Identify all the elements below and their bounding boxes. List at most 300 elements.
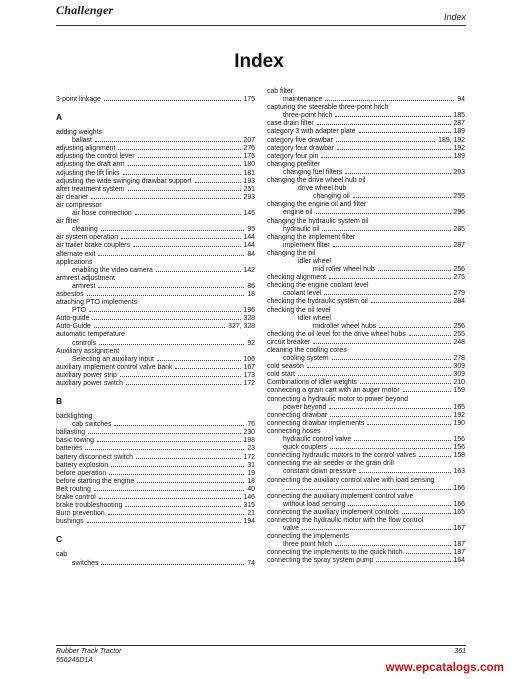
index-entry-topic: battery disconnect switch <box>56 453 133 461</box>
brand-logo: Challenger <box>56 3 114 17</box>
index-entry-page: 279 <box>453 290 465 298</box>
index-entry-topic: implement filter <box>283 241 330 249</box>
index-entry-topic: checking the hydraulic system oil <box>267 298 368 306</box>
index-entry-page: 210 <box>453 379 465 387</box>
index-entry-topic: ballast <box>72 137 92 145</box>
index-entry-page: 190 <box>453 419 465 427</box>
index-entry-page: 31 <box>247 461 255 469</box>
index-entry-page: 76 <box>247 421 255 429</box>
index-entry-topic: bushings <box>56 518 84 526</box>
index-entry[interactable] <box>267 266 465 274</box>
index-entry-topic: controls <box>72 339 97 347</box>
index-heading: air compressor <box>56 201 102 209</box>
index-entry-page: 287 <box>453 241 465 249</box>
index-entry-topic: three point hitch <box>283 541 333 549</box>
index-entry[interactable] <box>267 339 465 347</box>
index-entry-page: 327, 328 <box>228 323 255 331</box>
index-entry-topic: maintenance <box>283 96 323 104</box>
dot-leader <box>118 149 240 150</box>
index-entry-page: 185 <box>453 112 465 120</box>
index-entry-topic: brake control <box>56 494 96 502</box>
index-entry[interactable] <box>56 153 255 161</box>
index-entry[interactable] <box>267 331 465 339</box>
index-entry[interactable] <box>56 234 255 242</box>
index-entry[interactable] <box>267 387 465 395</box>
index-entry-page: 293 <box>453 168 465 176</box>
index-entry-page: 251 <box>243 185 255 193</box>
dot-leader <box>379 327 450 328</box>
index-entry[interactable] <box>56 462 255 470</box>
index-heading: checking the engine coolant level <box>267 282 369 290</box>
index-entry-page: 187 <box>453 549 465 557</box>
index-heading: automatic temperature <box>56 331 125 339</box>
index-entry[interactable] <box>267 557 465 565</box>
index-entry-topic: adjusting the lift links <box>56 169 120 177</box>
index-heading: Auxiliary assignment <box>56 347 120 355</box>
page-title: Index <box>234 51 284 72</box>
index-entry-page: 192 <box>453 144 465 152</box>
index-entry-page: 158 <box>453 452 465 460</box>
index-entry-page: 21 <box>247 510 255 518</box>
index-entry-topic: cleaning <box>72 226 98 234</box>
index-entry-topic: Auto-Guide <box>56 323 91 331</box>
index-entry-topic: armrest <box>72 282 96 290</box>
index-entry-page: 196 <box>243 307 255 315</box>
index-entry-topic: constant down pressure <box>283 468 357 476</box>
index-entry-topic: hydraulic oil <box>283 225 320 233</box>
index-heading: connecting the implements <box>267 533 349 541</box>
dot-leader <box>120 376 241 377</box>
index-entry[interactable] <box>267 525 465 533</box>
index-entry-page: 328 <box>243 315 255 323</box>
index-entry[interactable] <box>56 283 255 291</box>
index-heading: cab filter <box>267 88 294 95</box>
index-entry[interactable] <box>56 494 255 502</box>
dot-leader <box>87 522 241 523</box>
index-entry[interactable] <box>267 226 465 234</box>
index-entry[interactable] <box>267 509 465 517</box>
dot-leader <box>329 408 450 409</box>
dot-leader <box>88 433 240 434</box>
index-entry[interactable] <box>56 161 255 169</box>
index-entry[interactable] <box>56 145 255 153</box>
index-entry[interactable] <box>267 169 465 177</box>
dot-leader <box>302 529 450 530</box>
index-entry-page: 287 <box>453 120 465 128</box>
index-entry-topic: auxiliary power strip <box>56 371 117 379</box>
index-heading: connecting the auxiliary implement control valve <box>267 492 414 500</box>
index-heading: idler wheel <box>298 314 331 322</box>
index-entry[interactable] <box>56 486 255 494</box>
index-heading: changing prefilter <box>267 160 320 168</box>
index-entry-page: 256 <box>453 266 465 274</box>
dot-leader <box>371 302 451 303</box>
index-entry[interactable] <box>56 372 255 380</box>
index-entry[interactable] <box>267 145 465 153</box>
dot-leader <box>378 270 451 271</box>
index-entry[interactable] <box>56 226 255 234</box>
index-entry-page: 156 <box>453 444 465 452</box>
index-entry-page: 146 <box>243 494 255 502</box>
dot-leader <box>286 489 451 490</box>
index-entry-topic: battery explosion <box>56 461 109 469</box>
index-entry-page: 248 <box>453 338 465 346</box>
index-entry-page: 18 <box>247 477 255 485</box>
index-entry-topic: mid roller wheel hub <box>313 266 375 274</box>
index-entry-topic: air trailer brake couplers <box>56 242 130 250</box>
index-entry[interactable] <box>267 128 465 136</box>
dot-leader <box>133 246 241 247</box>
index-entry-topic: Auto-guide <box>56 315 90 323</box>
dot-leader <box>359 472 450 473</box>
index-entry-page: 293 <box>243 193 255 201</box>
dot-leader <box>329 278 451 279</box>
index-entry-topic: basic towing <box>56 437 94 445</box>
index-entry-topic: circuit breaker <box>267 338 311 346</box>
dot-leader <box>324 294 450 295</box>
index-entry[interactable] <box>267 444 465 452</box>
index-entry[interactable] <box>56 96 255 104</box>
dot-leader <box>175 368 240 369</box>
index-column-right <box>267 88 465 566</box>
index-entry-topic: hydraulic control valve <box>283 436 352 444</box>
index-entry-page: 92 <box>247 339 255 347</box>
index-entry[interactable] <box>267 298 465 306</box>
index-entry[interactable] <box>267 549 465 557</box>
index-entry[interactable] <box>56 251 255 259</box>
index-heading: capturing the steerable three-point hitch <box>267 104 389 112</box>
index-entry[interactable] <box>56 137 255 145</box>
dot-leader <box>114 425 244 426</box>
dot-leader <box>137 482 244 483</box>
index-entry-page: 180 <box>243 161 255 169</box>
index-entry-page: 144 <box>243 234 255 242</box>
index-entry-topic: case drain filter <box>267 120 314 128</box>
dot-leader <box>92 319 240 320</box>
index-entry[interactable] <box>267 379 465 387</box>
index-entry-page: 95 <box>247 226 255 234</box>
index-entry-page: 19 <box>247 469 255 477</box>
index-entry-topic: connecting hydraulic motors to the control valves <box>267 452 416 460</box>
dot-leader <box>138 157 241 158</box>
index-section-letter: A <box>56 112 63 123</box>
dot-leader <box>89 311 240 312</box>
index-entry-page: 144 <box>243 242 255 250</box>
index-entry[interactable] <box>56 340 255 348</box>
index-entry-topic: before starting the engine <box>56 477 135 485</box>
index-entry[interactable] <box>56 478 255 486</box>
index-entry-topic: air cleaner <box>56 193 89 201</box>
index-heading: connecting the auxiliary control valve with load sensing <box>267 476 435 484</box>
index-entry[interactable] <box>56 356 255 364</box>
index-entry-topic: air system operation <box>56 234 119 242</box>
index-entry-page: 230 <box>243 429 255 437</box>
index-entry[interactable] <box>267 193 465 201</box>
index-heading: air filter <box>56 218 79 226</box>
index-entry-page: 156 <box>453 436 465 444</box>
footer-divider <box>56 645 466 646</box>
dot-leader <box>99 344 244 345</box>
index-entry[interactable] <box>56 437 255 445</box>
index-entry-topic: adjusting the control lever <box>56 153 135 161</box>
index-entry[interactable] <box>56 454 255 462</box>
dot-leader <box>313 343 450 344</box>
index-entry-page: 142 <box>243 266 255 274</box>
dot-leader <box>128 190 241 191</box>
index-entry-page: 284 <box>453 298 465 306</box>
dot-leader <box>333 246 451 247</box>
index-entry[interactable] <box>56 364 255 372</box>
index-entry[interactable] <box>56 315 255 323</box>
dot-leader <box>91 198 240 199</box>
index-heading: applications <box>56 258 93 266</box>
index-entry[interactable] <box>267 363 465 371</box>
index-entry-topic: brake troubleshooting <box>56 502 123 510</box>
index-entry-topic: category five drawbar <box>267 136 333 144</box>
index-entry-topic: category four drawbar <box>267 144 335 152</box>
index-entry-topic: checking the oil level for the drive wheel hubs <box>267 330 406 338</box>
index-heading: checking the oil level <box>267 306 331 314</box>
manual-name: Rubber Track Tractor <box>56 648 122 655</box>
dot-leader <box>403 391 451 392</box>
index-entry[interactable] <box>267 323 465 331</box>
dot-leader <box>321 157 450 158</box>
index-entry-page: 181 <box>243 169 255 177</box>
index-entry[interactable] <box>267 436 465 444</box>
index-entry[interactable] <box>267 153 465 161</box>
index-entry-page: 198 <box>243 437 255 445</box>
index-heading: connecting a hydraulic motor to power beyond <box>267 395 408 403</box>
index-entry-page: 309 <box>453 371 465 379</box>
dot-leader <box>402 513 451 514</box>
index-entry-topic: connecting the implements to the quick hitch <box>267 549 403 557</box>
index-entry[interactable] <box>267 209 465 217</box>
index-entry-page: 278 <box>453 355 465 363</box>
index-entry-topic: cold season <box>267 363 304 371</box>
index-entry[interactable] <box>56 445 255 453</box>
index-entry-page: 167 <box>243 363 255 371</box>
index-entry[interactable] <box>267 485 465 493</box>
index-entry-page: 193 <box>243 177 255 185</box>
header-divider <box>56 25 466 26</box>
dot-leader <box>316 213 451 214</box>
index-heading: connecting the hydraulic motor with the flow control <box>267 516 424 524</box>
index-entry[interactable] <box>267 404 465 412</box>
index-entry[interactable] <box>267 420 465 428</box>
index-entry-page: 166 <box>453 500 465 508</box>
dot-leader <box>335 116 450 117</box>
index-entry[interactable] <box>56 210 255 218</box>
index-entry-topic: Selecting an auxiliary input <box>72 355 154 363</box>
index-entry[interactable] <box>267 120 465 128</box>
index-entry-page: 94 <box>457 96 465 104</box>
index-entry[interactable] <box>267 274 465 282</box>
dot-leader <box>330 416 450 417</box>
index-entry[interactable] <box>56 178 255 186</box>
index-entry[interactable] <box>267 112 465 120</box>
index-entry-topic: category four pin <box>267 152 319 160</box>
index-entry-topic: Combinations of idler weights <box>267 379 358 387</box>
dot-leader <box>322 230 450 231</box>
index-entry-topic: changing fuel filters <box>283 168 343 176</box>
index-entry-topic: alternate exit <box>56 250 96 258</box>
index-entry-page: 23 <box>247 445 255 453</box>
index-heading: backlighting <box>56 413 93 421</box>
index-entry-page: 207 <box>243 137 255 145</box>
dot-leader <box>307 367 451 368</box>
index-entry[interactable] <box>267 452 465 460</box>
index-entry-topic: adjusting the wide swinging drawbar support <box>56 177 192 185</box>
dot-leader <box>111 466 244 467</box>
index-entry-topic: cab switches <box>72 421 112 429</box>
dot-leader <box>109 474 244 475</box>
index-entry-topic: connecting the auxiliary implement controls <box>267 508 399 516</box>
index-entry-page: 145 <box>243 210 255 218</box>
index-entry[interactable] <box>56 307 255 315</box>
index-entry-page: 84 <box>247 250 255 258</box>
index-entry-topic: three-point hitch <box>283 112 333 120</box>
index-entry-topic: 3-point linkage <box>56 96 101 103</box>
index-entry-page: 165 <box>453 508 465 516</box>
index-entry-topic: after treatment system <box>56 185 125 193</box>
index-entry[interactable] <box>267 137 465 145</box>
index-entry-page: 166 <box>453 484 465 492</box>
dot-leader <box>367 424 450 425</box>
index-entry[interactable] <box>267 371 465 379</box>
index-entry-page: 189 <box>453 128 465 136</box>
dot-leader <box>409 335 451 336</box>
index-entry[interactable] <box>56 470 255 478</box>
index-entry-topic: Belt routing <box>56 485 91 493</box>
index-column-left <box>56 96 255 568</box>
index-entry[interactable] <box>267 501 465 509</box>
index-entry-page: 192 <box>453 411 465 419</box>
index-entry-page: 255 <box>453 193 465 201</box>
index-entry[interactable] <box>267 355 465 363</box>
index-entry[interactable] <box>56 380 255 388</box>
dot-leader <box>360 383 450 384</box>
index-entry-topic: enabling the video camera <box>72 266 153 274</box>
index-entry[interactable] <box>267 242 465 250</box>
index-entry[interactable] <box>56 429 255 437</box>
index-entry-topic: auxiliary implement control valve bank <box>56 363 173 371</box>
index-entry[interactable] <box>56 421 255 429</box>
index-heading: cleaning the cooling cores <box>267 347 347 354</box>
dot-leader <box>108 514 245 515</box>
index-entry-page: 175 <box>243 96 255 103</box>
index-entry-page: 159 <box>453 387 465 395</box>
dot-leader <box>121 238 240 239</box>
index-entry[interactable] <box>56 291 255 299</box>
index-entry-topic: auxiliary power switch <box>56 380 124 387</box>
index-entry[interactable] <box>56 502 255 510</box>
index-heading: attaching PTO implements <box>56 299 138 307</box>
section-tag: Index <box>443 12 466 22</box>
dot-leader <box>419 456 451 457</box>
index-entry-page: 255 <box>453 330 465 338</box>
dot-leader <box>101 564 244 565</box>
dot-leader <box>101 230 245 231</box>
watermark-link[interactable]: www.epcatalogs.com <box>385 662 504 674</box>
index-entry-page: 74 <box>247 559 255 567</box>
index-heading: armrest adjustment <box>56 274 115 282</box>
dot-leader <box>354 440 450 441</box>
index-entry-topic: PTO <box>72 307 87 315</box>
index-entry-topic: engine oil <box>283 209 313 217</box>
dot-leader <box>94 490 244 491</box>
index-entry[interactable] <box>56 194 255 202</box>
index-entry-topic: cold start <box>267 371 295 379</box>
index-entry-page: 309 <box>453 363 465 371</box>
dot-leader <box>376 561 450 562</box>
dot-leader <box>330 448 450 449</box>
dot-leader <box>95 141 241 142</box>
dot-leader <box>97 441 241 442</box>
index-entry[interactable] <box>56 510 255 518</box>
index-entry[interactable] <box>56 186 255 194</box>
index-entry-page: 175 <box>243 153 255 161</box>
dot-leader <box>99 498 241 499</box>
index-entry-topic: coolant level <box>283 290 322 298</box>
dot-leader <box>359 132 451 133</box>
index-heading: cab <box>56 551 68 559</box>
index-entry[interactable] <box>267 290 465 298</box>
index-entry[interactable] <box>267 468 465 476</box>
index-entry-page: 106 <box>243 355 255 363</box>
index-entry-page: 173 <box>243 371 255 379</box>
index-entry[interactable] <box>267 541 465 549</box>
index-entry[interactable] <box>56 518 255 526</box>
index-entry[interactable] <box>56 323 255 331</box>
index-entry-page: 256 <box>453 322 465 330</box>
index-entry-page: 194 <box>243 518 255 526</box>
index-entry-topic: asbestos <box>56 290 84 298</box>
index-entry-page: 187 <box>453 541 465 549</box>
index-heading: connecting hoses <box>267 427 321 435</box>
index-entry[interactable] <box>56 242 255 250</box>
index-entry[interactable] <box>56 170 255 178</box>
dot-leader <box>336 141 435 142</box>
index-entry[interactable] <box>56 560 255 568</box>
index-entry-page: 275 <box>453 274 465 282</box>
dot-leader <box>87 295 245 296</box>
index-entry-page: 172 <box>243 453 255 461</box>
dot-leader <box>337 149 450 150</box>
index-entry-page: 285 <box>453 225 465 233</box>
dot-leader <box>128 165 241 166</box>
dot-leader <box>353 197 451 198</box>
index-entry[interactable] <box>267 96 465 104</box>
index-heading: drive wheel hub <box>298 185 347 193</box>
index-entry[interactable] <box>267 412 465 420</box>
dot-leader <box>157 360 241 361</box>
index-entry-topic: checking alignment <box>267 274 326 282</box>
dot-leader <box>345 173 450 174</box>
index-entry-topic: switches <box>72 559 99 567</box>
part-number: 556245D1A <box>56 656 93 664</box>
index-entry-page: 296 <box>453 209 465 217</box>
index-heading: changing the hydraulic system oil <box>267 217 369 225</box>
index-entry-topic: Burn prevention <box>56 510 105 518</box>
index-heading: connecting the air seeder or the grain drill <box>267 460 394 468</box>
dot-leader <box>126 384 240 385</box>
index-entry-topic: batteries <box>56 445 83 453</box>
index-entry-page: 189, 192 <box>438 136 465 144</box>
dot-leader <box>104 100 241 101</box>
index-entry[interactable] <box>56 267 255 275</box>
dot-leader <box>94 327 225 328</box>
index-entry-page: 276 <box>243 145 255 153</box>
